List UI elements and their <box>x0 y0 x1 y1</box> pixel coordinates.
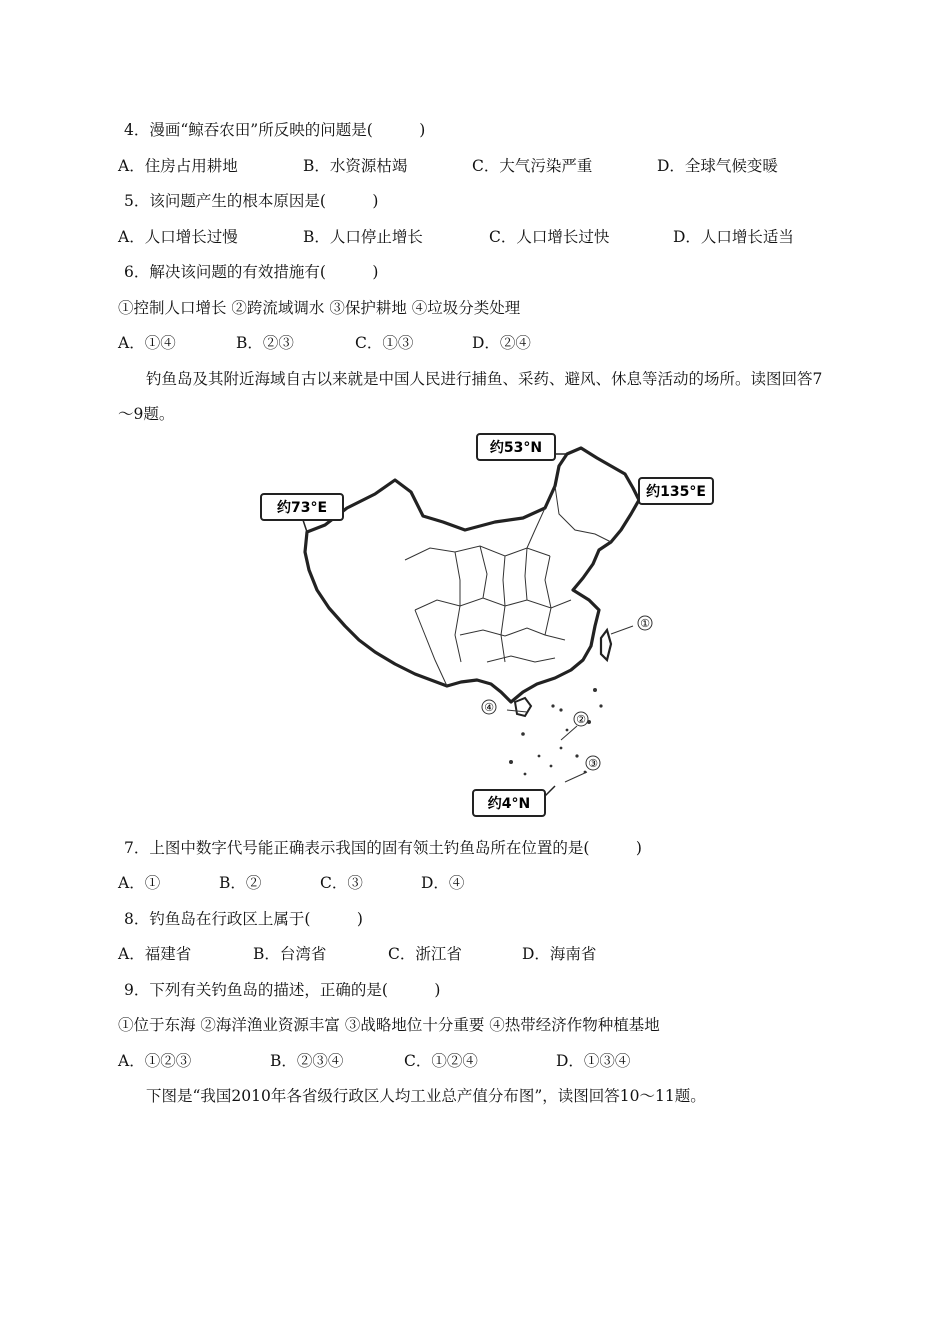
question-8-option-a: A．福建省 <box>118 945 192 963</box>
label-east-box <box>639 478 713 504</box>
label-south-box <box>473 786 555 816</box>
china-map-figure <box>255 430 715 820</box>
question-9-stem: 9．下列有关钓鱼岛的描述，正确的是( ) <box>124 981 441 999</box>
question-6-option-a: A．①④ <box>118 334 176 352</box>
question-9-option-d: D．①③④ <box>556 1052 631 1070</box>
question-7-option-a: A．① <box>118 874 161 892</box>
question-5-option-b: B．人口停止增长 <box>303 228 423 246</box>
marker-4-label: ④ <box>484 701 494 714</box>
question-4-option-d: D．全球气候变暖 <box>657 157 778 175</box>
label-north-text: 约53°N <box>489 440 543 456</box>
taiwan-island <box>601 630 611 660</box>
hainan-island <box>515 698 531 716</box>
question-5-stem: 5．该问题产生的根本原因是( ) <box>124 192 379 210</box>
intro-7-9-line-2: ～9题。 <box>118 405 175 423</box>
marker-3-label: ③ <box>588 757 598 770</box>
intro-10-11-line-1: 下图是“我国2010年各省级行政区人均工业总产值分布图”，读图回答10～11题。 <box>146 1087 706 1105</box>
question-8-option-c: C．浙江省 <box>388 945 462 963</box>
question-5-option-d: D．人口增长适当 <box>673 228 794 246</box>
question-7-stem: 7．上图中数字代号能正确表示我国的固有领土钓鱼岛所在位置的是( ) <box>124 839 642 857</box>
question-9-option-c: C．①②④ <box>404 1052 478 1070</box>
label-south-text: 约4°N <box>487 796 531 812</box>
label-west-text: 约73°E <box>276 500 328 516</box>
label-east-text: 约135°E <box>646 484 706 500</box>
label-north-box <box>477 434 567 460</box>
question-7-option-c: C．③ <box>320 874 363 892</box>
question-8-stem: 8．钓鱼岛在行政区上属于( ) <box>124 910 363 928</box>
question-4-stem: 4．漫画“鲸吞农田”所反映的问题是( ) <box>124 121 426 139</box>
question-6-option-b: B．②③ <box>236 334 294 352</box>
marker-2-label: ② <box>576 713 586 726</box>
question-8-option-d: D．海南省 <box>522 945 597 963</box>
question-5-option-c: C．人口增长过快 <box>489 228 610 246</box>
question-8-option-b: B．台湾省 <box>253 945 327 963</box>
intro-7-9-line-1: 钓鱼岛及其附近海域自古以来就是中国人民进行捕鱼、采药、避风、休息等活动的场所。读图回答7 <box>146 370 823 388</box>
china-outline <box>305 448 639 702</box>
question-7-option-b: B．② <box>219 874 262 892</box>
question-6-statements: ①控制人口增长 ②跨流域调水 ③保护耕地 ④垃圾分类处理 <box>118 299 521 317</box>
question-4-option-c: C．大气污染严重 <box>472 157 593 175</box>
marker-1-label: ① <box>640 617 650 630</box>
question-9-option-a: A．①②③ <box>118 1052 192 1070</box>
question-4-option-a: A．住房占用耕地 <box>118 157 238 175</box>
question-4-option-b: B．水资源枯竭 <box>303 157 408 175</box>
question-9-option-b: B．②③④ <box>270 1052 344 1070</box>
question-9-statements: ①位于东海 ②海洋渔业资源丰富 ③战略地位十分重要 ④热带经济作物种植基地 <box>118 1016 660 1034</box>
question-5-option-a: A．人口增长过慢 <box>118 228 238 246</box>
question-7-option-d: D．④ <box>421 874 465 892</box>
question-6-option-d: D．②④ <box>472 334 531 352</box>
question-6-option-c: C．①③ <box>355 334 414 352</box>
question-6-stem: 6．解决该问题的有效措施有( ) <box>124 263 379 281</box>
